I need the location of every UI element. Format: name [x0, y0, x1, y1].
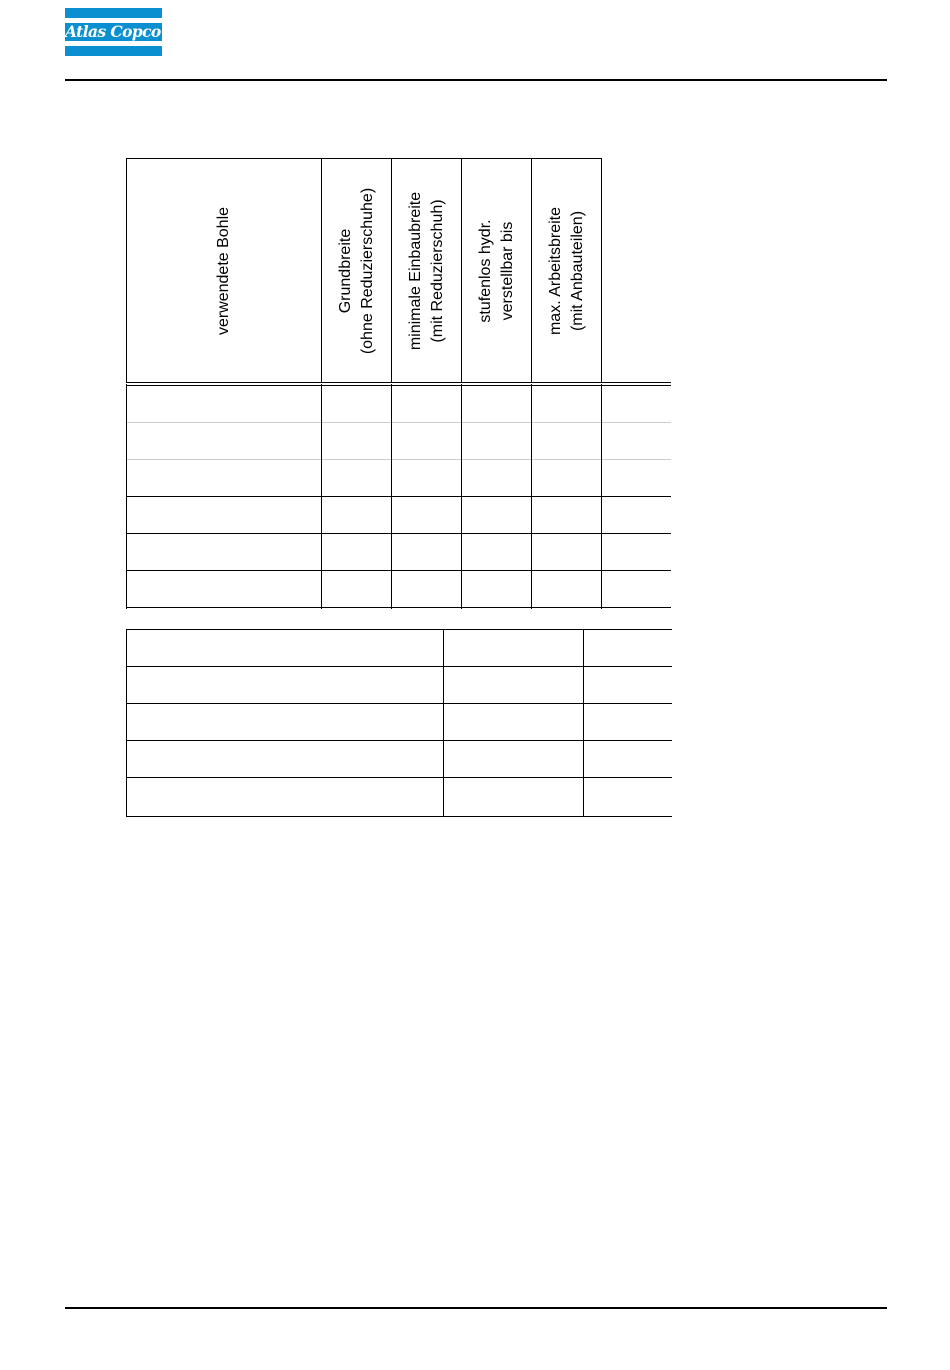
header-cell-max-arbeitsbreite — [531, 158, 601, 382]
table-row — [126, 460, 671, 497]
table-cell — [126, 460, 321, 496]
table-cell — [126, 423, 321, 459]
table-row — [126, 497, 671, 534]
logo-wordmark: Atlas Copco — [65, 23, 161, 41]
header-cell-stufenlos-hydr — [461, 158, 531, 382]
table-cell — [126, 741, 443, 777]
header-text: max. Arbeitsbreite — [546, 206, 564, 335]
table-row — [126, 630, 672, 667]
column-divider — [601, 384, 602, 609]
column-divider — [443, 630, 444, 817]
header-cell-minimale-einbaubreite — [391, 158, 461, 382]
table-row — [126, 741, 672, 778]
header-text: verwendete Bohle — [215, 206, 232, 335]
header-separator — [126, 382, 671, 383]
header-subtext: (ohne Reduzierschuhe) — [358, 187, 376, 354]
table-cell — [126, 386, 321, 422]
table-row — [126, 423, 671, 460]
table-cell — [126, 630, 443, 666]
column-divider — [126, 630, 127, 817]
logo-stripe-bottom — [65, 41, 162, 46]
header-text: minimale Einbaubreite — [406, 191, 424, 350]
column-divider — [583, 630, 584, 817]
header-cell-grundbreite — [321, 158, 391, 382]
table-cell — [126, 778, 443, 814]
table-row — [126, 571, 671, 608]
table-cell — [126, 667, 443, 703]
table-row — [126, 704, 672, 741]
table-cell — [126, 571, 321, 607]
table-row — [126, 534, 671, 571]
atlas-copco-logo — [65, 8, 162, 56]
header-text: Grundbreite — [336, 228, 354, 313]
header-right-border — [601, 158, 602, 382]
footer-rule — [65, 1307, 887, 1309]
table-row — [126, 667, 672, 704]
table-cell — [126, 704, 443, 740]
header-subtext: verstellbar bis — [498, 221, 516, 320]
secondary-table — [126, 629, 672, 817]
table-row — [126, 386, 671, 423]
table-row — [126, 778, 672, 815]
column-divider — [531, 384, 532, 609]
column-divider — [391, 384, 392, 609]
column-divider — [126, 384, 127, 609]
header-rule — [65, 79, 887, 81]
column-divider — [321, 384, 322, 609]
header-cell-verwendete-bohle — [126, 158, 321, 382]
header-subtext: (mit Reduzierschuh) — [428, 198, 446, 343]
header-text: stufenlos hydr. — [476, 218, 494, 323]
bohle-width-table — [126, 158, 671, 609]
column-divider — [461, 384, 462, 609]
table-cell — [126, 497, 321, 533]
table-cell — [126, 534, 321, 570]
header-subtext: (mit Anbauteilen) — [568, 210, 586, 331]
